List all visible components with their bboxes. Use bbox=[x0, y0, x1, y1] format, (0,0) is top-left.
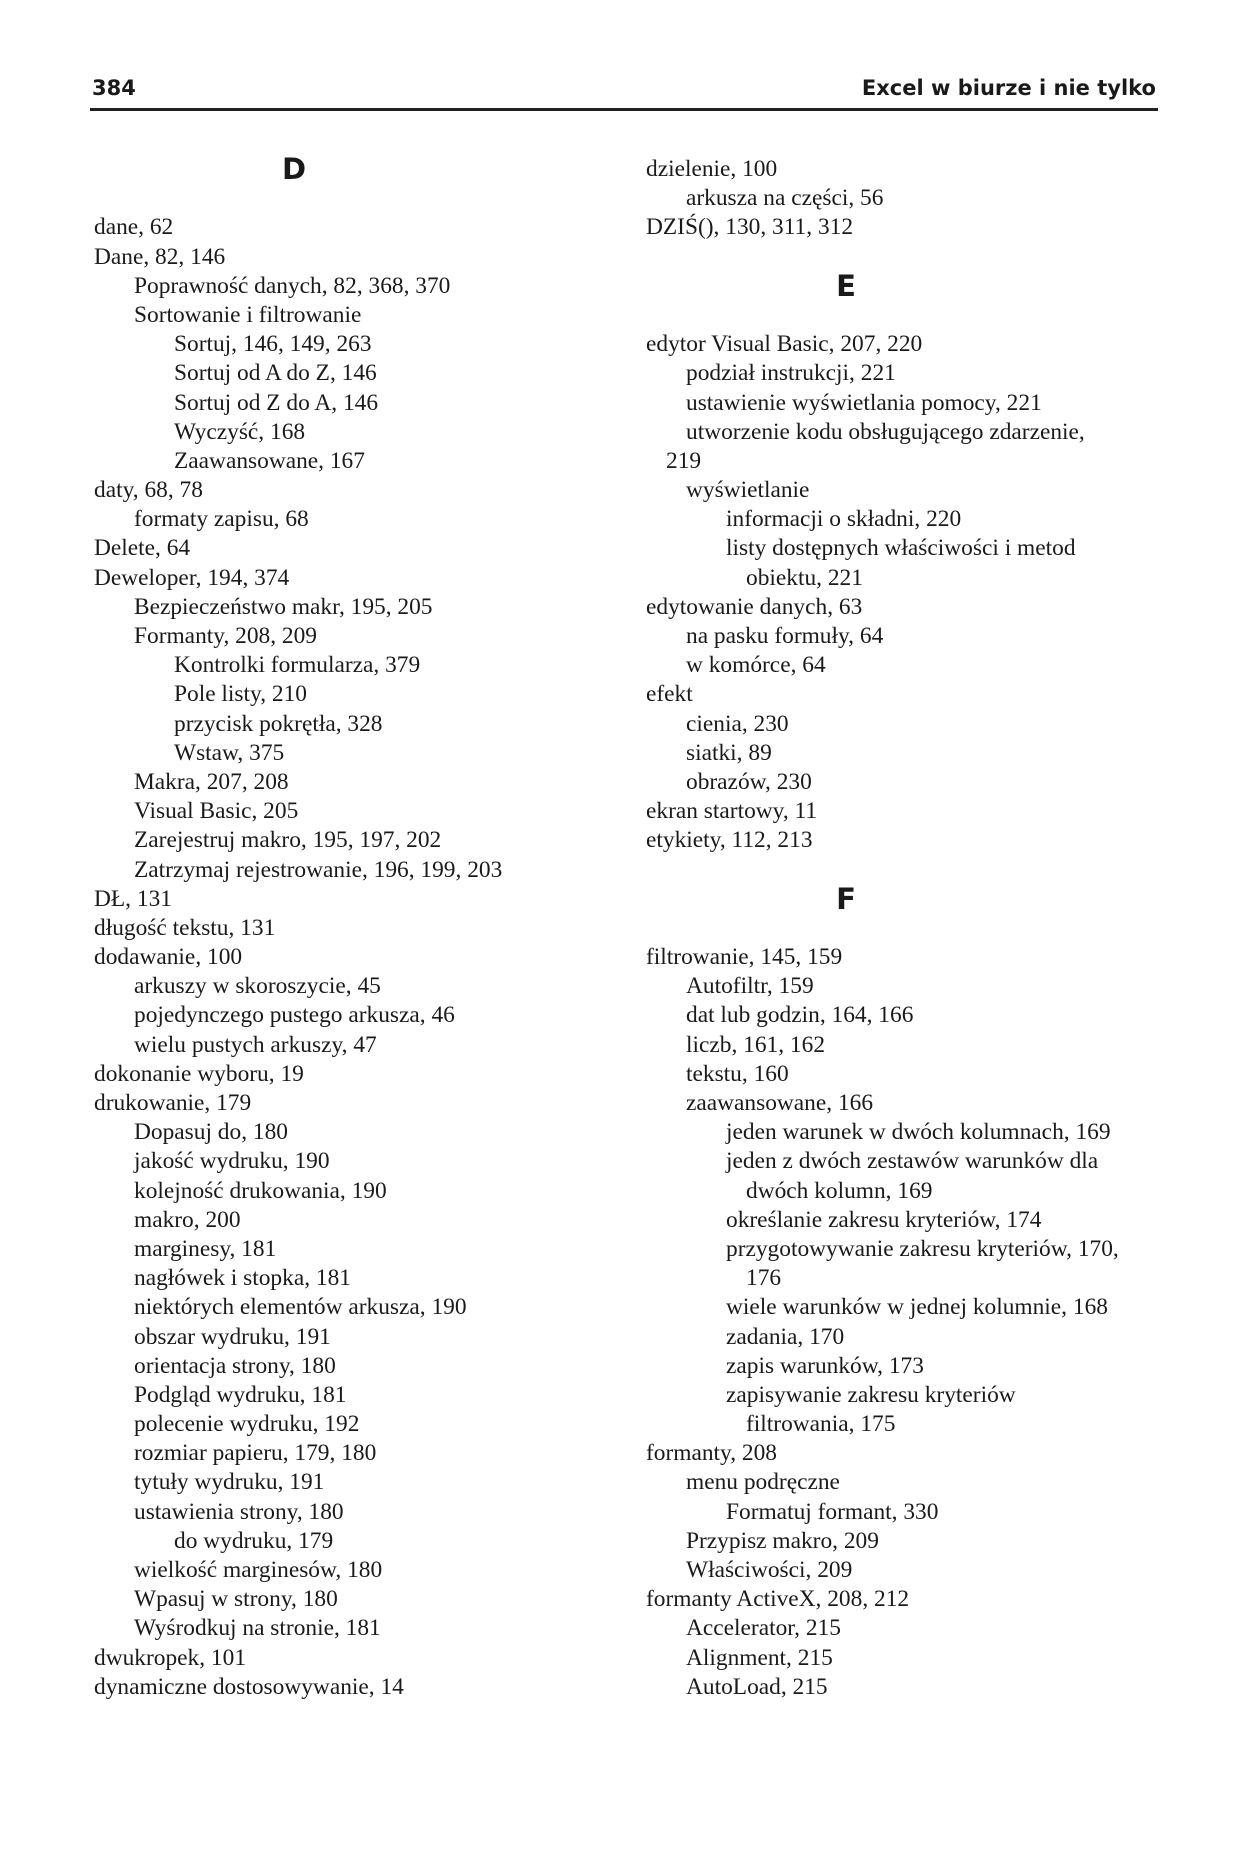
index-entry: Sortuj od Z do A, 146 bbox=[174, 389, 379, 416]
index-entry: Dopasuj do, 180 bbox=[134, 1119, 288, 1146]
index-entry: Bezpieczeństwo makr, 195, 205 bbox=[134, 593, 433, 620]
page-number: 384 bbox=[92, 76, 136, 100]
index-entry: utworzenie kodu obsługującego zdarzenie, bbox=[686, 418, 1085, 445]
index-entry: Formatuj formant, 330 bbox=[726, 1498, 939, 1525]
index-entry: formanty, 208 bbox=[646, 1440, 778, 1467]
index-entry: Wstaw, 375 bbox=[174, 739, 285, 766]
index-entry: Pole listy, 210 bbox=[174, 681, 307, 708]
index-entry: AutoLoad, 215 bbox=[686, 1673, 828, 1700]
index-entry: przygotowywanie zakresu kryteriów, 170, bbox=[726, 1235, 1119, 1262]
index-entry: obrazów, 230 bbox=[686, 768, 812, 795]
index-entry: filtrowanie, 145, 159 bbox=[646, 944, 843, 971]
index-letter-heading: E bbox=[836, 268, 856, 303]
index-entry: makro, 200 bbox=[134, 1206, 241, 1233]
index-entry: formanty ActiveX, 208, 212 bbox=[646, 1586, 910, 1613]
index-entry: formaty zapisu, 68 bbox=[134, 506, 309, 533]
section-spacer bbox=[646, 301, 1186, 330]
index-entry-continuation: 176 bbox=[746, 1265, 782, 1292]
header-rule bbox=[90, 108, 1158, 111]
index-entry: dzielenie, 100 bbox=[646, 156, 778, 182]
index-entry: niektórych elementów arkusza, 190 bbox=[134, 1294, 467, 1321]
index-entry: ekran startowy, 11 bbox=[646, 798, 818, 825]
index-entry: przycisk pokrętła, 328 bbox=[174, 710, 383, 737]
index-entry: liczb, 161, 162 bbox=[686, 1031, 826, 1058]
index-entry: Accelerator, 215 bbox=[686, 1615, 841, 1642]
index-entry: zapis warunków, 173 bbox=[726, 1352, 924, 1379]
index-entry: menu podręczne bbox=[686, 1469, 840, 1496]
section-spacer bbox=[646, 914, 1186, 943]
index-entry: kolejność drukowania, 190 bbox=[134, 1177, 387, 1204]
index-entry-continuation: filtrowania, 175 bbox=[746, 1411, 896, 1438]
index-entry: Sortuj, 146, 149, 263 bbox=[174, 331, 372, 358]
index-entry: nagłówek i stopka, 181 bbox=[134, 1265, 351, 1292]
index-entry: Właściwości, 209 bbox=[686, 1557, 853, 1583]
index-entry: dane, 62 bbox=[94, 214, 174, 241]
index-entry: etykiety, 112, 213 bbox=[646, 827, 813, 854]
index-entry: Wpasuj w strony, 180 bbox=[134, 1586, 338, 1613]
index-entry: siatki, 89 bbox=[686, 739, 772, 766]
index-entry: Delete, 64 bbox=[94, 535, 191, 562]
index-entry: zapisywanie zakresu kryteriów bbox=[726, 1381, 1016, 1408]
index-entry: Makra, 207, 208 bbox=[134, 768, 289, 795]
index-entry: tekstu, 160 bbox=[686, 1060, 789, 1087]
index-entry: dokonanie wyboru, 19 bbox=[94, 1060, 304, 1087]
index-entry: dodawanie, 100 bbox=[94, 944, 243, 971]
index-entry-continuation: 219 bbox=[666, 447, 702, 474]
index-entry: Podgląd wydruku, 181 bbox=[134, 1381, 347, 1408]
index-entry: DZIŚ(), 130, 311, 312 bbox=[646, 214, 854, 241]
section-spacer bbox=[646, 856, 1186, 885]
index-entry: Zatrzymaj rejestrowanie, 196, 199, 203 bbox=[134, 856, 503, 883]
index-entry: Autofiltr, 159 bbox=[686, 973, 814, 1000]
index-entry: obszar wydruku, 191 bbox=[134, 1323, 331, 1350]
index-entry: zadania, 170 bbox=[726, 1323, 845, 1350]
index-entry: dat lub godzin, 164, 166 bbox=[686, 1002, 914, 1029]
index-entry: do wydruku, 179 bbox=[174, 1527, 334, 1554]
index-entry: Sortowanie i filtrowanie bbox=[134, 301, 362, 328]
index-entry: arkuszy w skoroszycie, 45 bbox=[134, 973, 381, 1000]
index-letter-heading: F bbox=[836, 881, 856, 916]
index-entry: ustawienie wyświetlania pomocy, 221 bbox=[686, 389, 1042, 416]
index-entry: Kontrolki formularza, 379 bbox=[174, 652, 421, 679]
index-entry: orientacja strony, 180 bbox=[134, 1352, 336, 1379]
index-letter-heading: D bbox=[281, 152, 307, 186]
index-entry: jeden warunek w dwóch kolumnach, 169 bbox=[726, 1119, 1111, 1146]
index-entry: rozmiar papieru, 179, 180 bbox=[134, 1440, 377, 1467]
index-entry: długość tekstu, 131 bbox=[94, 914, 276, 941]
index-column-left bbox=[94, 152, 634, 1702]
index-entry: Sortuj od A do Z, 146 bbox=[174, 360, 377, 387]
index-entry: na pasku formuły, 64 bbox=[686, 623, 884, 649]
section-spacer bbox=[94, 184, 634, 213]
index-entry: ustawienia strony, 180 bbox=[134, 1498, 344, 1525]
index-entry: wiele warunków w jednej kolumnie, 168 bbox=[726, 1294, 1108, 1321]
index-entry-continuation: dwóch kolumn, 169 bbox=[746, 1177, 933, 1204]
index-entry: Przypisz makro, 209 bbox=[686, 1527, 879, 1554]
index-entry: jeden z dwóch zestawów warunków dla bbox=[726, 1148, 1099, 1175]
index-entry: efekt bbox=[646, 681, 693, 708]
index-entry: DŁ, 131 bbox=[94, 885, 172, 912]
index-entry: listy dostępnych właściwości i metod bbox=[726, 535, 1076, 562]
index-entry: wyświetlanie bbox=[686, 477, 810, 504]
index-column-right bbox=[646, 155, 1186, 1702]
index-entry: Formanty, 208, 209 bbox=[134, 623, 318, 649]
index-entry: edytowanie danych, 63 bbox=[646, 593, 863, 620]
index-entry: w komórce, 64 bbox=[686, 652, 826, 679]
index-entry: Dane, 82, 146 bbox=[94, 243, 226, 270]
page-header bbox=[92, 76, 1156, 110]
index-entry-continuation: obiektu, 221 bbox=[746, 564, 863, 591]
index-entry: cienia, 230 bbox=[686, 710, 789, 737]
index-entry: tytuły wydruku, 191 bbox=[134, 1469, 325, 1496]
index-entry: jakość wydruku, 190 bbox=[134, 1148, 330, 1175]
index-entry: Zarejestruj makro, 195, 197, 202 bbox=[134, 827, 442, 854]
running-title: Excel w biurze i nie tylko bbox=[861, 76, 1156, 100]
index-entry: pojedynczego pustego arkusza, 46 bbox=[134, 1002, 455, 1029]
index-entry: Visual Basic, 205 bbox=[134, 798, 299, 825]
index-entry: Wyśrodkuj na stronie, 181 bbox=[134, 1615, 381, 1642]
index-entry: określanie zakresu kryteriów, 174 bbox=[726, 1206, 1042, 1233]
index-entry: Wyczyść, 168 bbox=[174, 418, 306, 445]
index-entry: polecenie wydruku, 192 bbox=[134, 1411, 360, 1438]
index-entry: zaawansowane, 166 bbox=[686, 1090, 874, 1116]
index-entry: wielu pustych arkuszy, 47 bbox=[134, 1031, 377, 1058]
section-spacer bbox=[646, 243, 1186, 272]
index-entry: Alignment, 215 bbox=[686, 1644, 833, 1671]
index-entry: drukowanie, 179 bbox=[94, 1090, 252, 1116]
index-entry: podział instrukcji, 221 bbox=[686, 360, 896, 387]
index-entry: edytor Visual Basic, 207, 220 bbox=[646, 331, 923, 358]
index-entry: Poprawność danych, 82, 368, 370 bbox=[134, 272, 451, 299]
index-entry: marginesy, 181 bbox=[134, 1235, 277, 1262]
index-entry: arkusza na części, 56 bbox=[686, 185, 884, 212]
index-entry: daty, 68, 78 bbox=[94, 477, 203, 504]
index-entry: wielkość marginesów, 180 bbox=[134, 1557, 383, 1583]
index-entry: informacji o składni, 220 bbox=[726, 506, 962, 533]
index-entry: Deweloper, 194, 374 bbox=[94, 564, 290, 591]
index-entry: dwukropek, 101 bbox=[94, 1644, 247, 1671]
index-entry: Zaawansowane, 167 bbox=[174, 447, 365, 474]
index-entry: dynamiczne dostosowywanie, 14 bbox=[94, 1673, 404, 1700]
